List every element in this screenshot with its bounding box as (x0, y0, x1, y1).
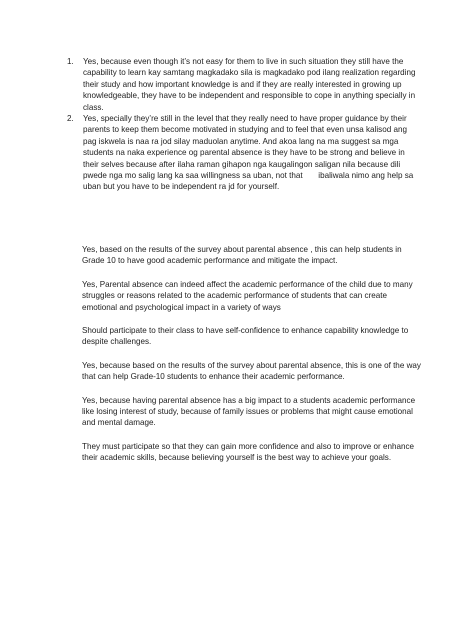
numbered-list (62, 56, 422, 193)
paragraph: Yes, Parental absence can indeed affect the academic performance of the child due to many struggles or reasons related to the academic performance of students that can create emotional and psychological impact in a variety of ways (82, 279, 413, 312)
paragraph: Yes, because having parental absence has a big impact to a students academic performance like losing interest of study, because of family issues or problems that might cause emotional and mental damage. (82, 395, 416, 428)
paragraph: Yes, based on the results of the survey about parental absence , this can help students in Grade 10 to have good academic performance and mitigate the impact. (82, 245, 402, 266)
list-item-text: Yes, specially they’re still in the level that they really need to have proper guidance by their parents to keep them become motivated in studying and to feel that even unsa kalisod ang pag iskwela is naa ra jod silay maduolan anytime. And akoa lang na ma suggest sa mga students na naka experience og parental absence is they have to be strong and believe in their selves because after ilaha raman gihapon nga kaugalingon saligan nila because dili pwede nga mo salig lang ka saa willingness sa uban, not that ibaliwala nimo ang help sa uban but you have to be independent ra jd for yourself. (83, 114, 416, 192)
list-item-text: Yes, because even though it’s not easy for them to live in such situation they still have the capability to learn kay samtang magkadako sila is magkadako pod ilang realization regarding their study and how important knowledge is and if they are really interested in growing up knowledgeable, they have to be independent and responsible to cope in anything specially in class. (83, 57, 416, 112)
answers-section (82, 244, 422, 476)
list-item (62, 56, 422, 113)
paragraph: Should participate to their class to have self-confidence to enhance capability knowledge to despite challenges. (82, 326, 409, 347)
paragraph: They must participate so that they can gain more confidence and also to improve or enhance their academic skills, because believing yourself is the best way to achieve your goals. (82, 441, 415, 463)
paragraph: Yes, because based on the results of the survey about parental absence, this is one of the way that can help Grade-10 students to enhance their academic performance. (82, 360, 421, 382)
list-number: 2. (67, 114, 74, 124)
list-number: 1. (67, 57, 74, 66)
list-item (62, 113, 422, 193)
